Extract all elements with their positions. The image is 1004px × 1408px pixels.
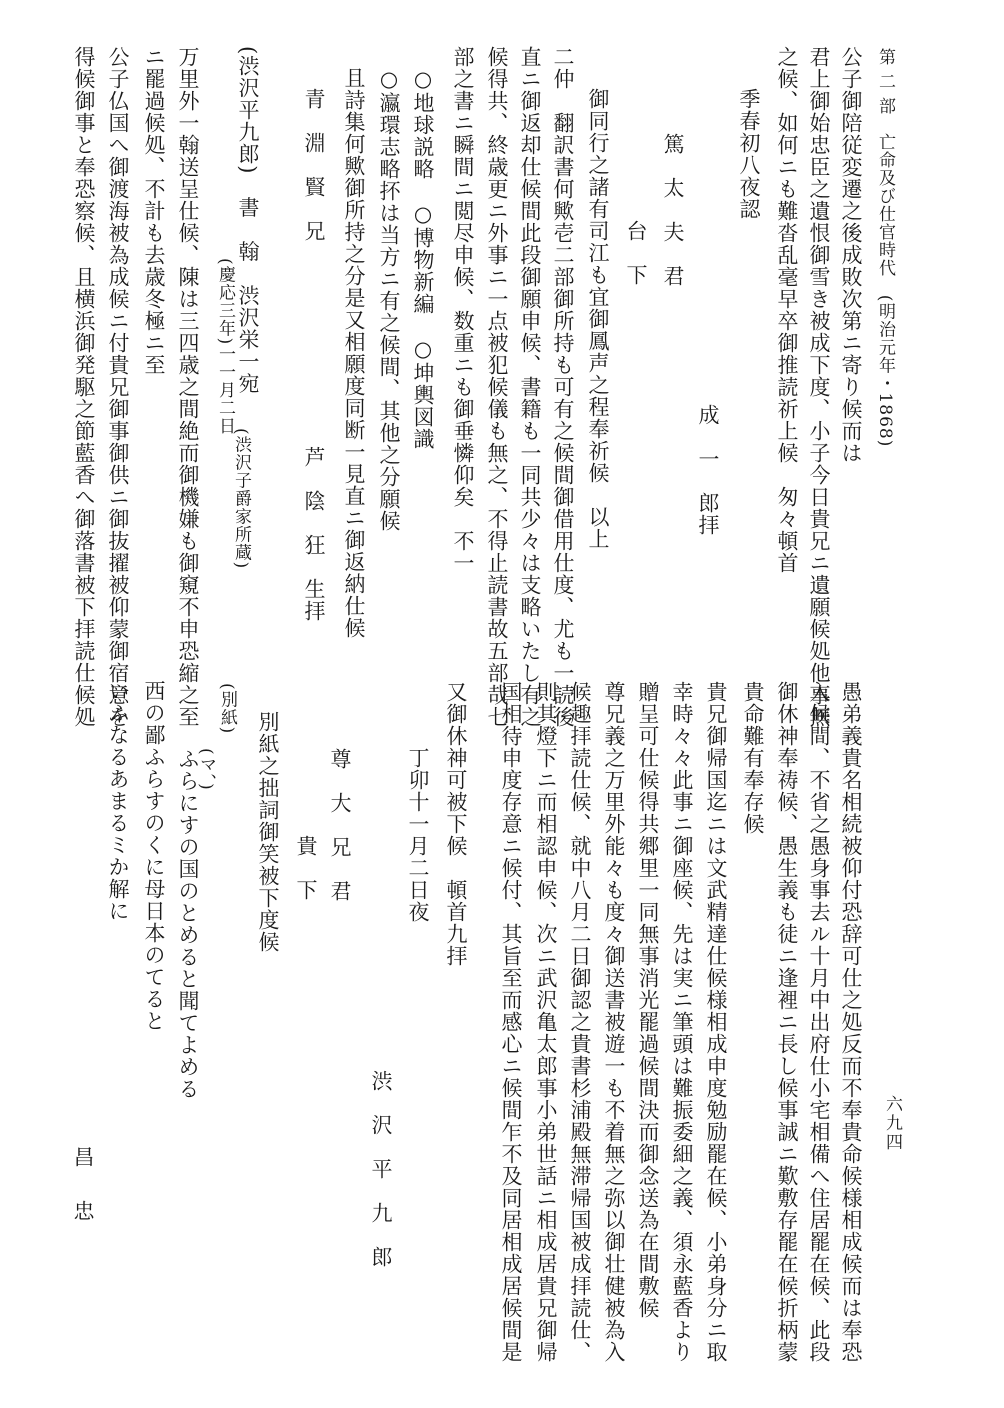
text-column: 君上御始忠臣之遺恨御雪き被成下度、小子今日貴兄ニ遺願候処他事無 [807,46,831,728]
text-column: 候得共、終歳更ニ外事ニ一点被犯候儀も無之、不得止読書故五部哉七 [485,46,509,728]
date-line: 季春初八夜認 [737,88,761,220]
letter-date: 丁卯十一月二日夜 [406,747,430,923]
text-column: 又御休神可被下候 頓首九拝 [444,681,468,967]
letter-date: (慶応三年)一一月二日 [215,258,235,436]
text-column: 得候御事と奉恐察候、且横浜御発駆之節藍香へ御落書被下拝読仕候処 [72,46,96,728]
text-column: 尊兄義之万里外能々も度々御送書被遊一も不着無之弥以御壮健被為入 [602,681,626,1363]
text-column: 且詩集何歟御所持之分是又相願度同断一見直ニ御返納仕候 [342,67,366,639]
text-column: 則其燈下ニ而相認申候、次ニ武沢亀太郎事小弟世話ニ相成居貴兄御帰 [534,681,558,1363]
text-column: 万里外一翰送呈仕候、陳は三四歳之間絶而御機嫌も御窺不申恐縮之至 [176,46,200,728]
addressee: 青 淵 賢 兄 [302,88,326,242]
addressee: 篤 太 夫 君 [661,133,685,287]
attachment-label: (別紙) [217,683,237,735]
text-column: 部之書ニ瞬間ニ閲尽申候、数重ニも御垂憐仰矣 不一 [451,46,475,574]
text-column: 贈呈可仕候得共郷里一同無事消光罷過候間決而御念送為在間敷候 [636,681,660,1319]
signature: 昌 忠 [71,1146,95,1227]
addressee-honorific: 台 下 [624,220,648,286]
text-column: 貴兄御帰国迄ニは文武精達仕候様相成申度勉励罷在候、小弟身分ニ取 [704,681,728,1363]
sic-mark: (マ、) [196,748,216,791]
addressee-honorific: 貴 下 [294,835,318,901]
poem-line: いふなるあまるミか解に [106,680,130,922]
addressee: 尊 大 兄 君 [328,748,352,902]
text-column: 貴命難有奉存候 [741,681,765,835]
text-column: 公子御陪従変遷之後成敗次第ニ寄り候而は [839,46,863,464]
text-column: 国相待申度存意ニ候付、其旨至而感心ニ候間乍不及同居相成居候間是 [499,681,523,1363]
text-column: 御休神奉祷候、愚生義も徒ニ逢裡ニ長し候事誠ニ歎敷存罷在候折柄蒙 [775,681,799,1363]
letter-heading: (渋沢平九郎) 書 翰 渋沢栄一宛 [236,46,260,395]
signature: 成 一 郎拝 [696,404,720,536]
text-column: 候趣拝読仕候、就中八月二日御認之貴書杉浦殿無滞帰国被成拝読仕、 [568,681,592,1363]
page-number: 六九四 [882,1095,902,1152]
book-list: ○地球説略 ○博物新編 ○坤輿図識 [411,67,435,450]
text-column: 別紙之拙詞御笑被下度候 [256,711,280,953]
text-column: 二仲 翻訳書何歟壱二部御所持も可有之候間御借用仕度、尤も一読後 [551,46,575,728]
poem-heading: ふらにすの国のとめると聞てよめる [176,748,200,1100]
signature: 芦 陰 狂 生拝 [302,446,326,622]
text-column: 公子仏国へ御渡海被為成候ニ付貴兄御事御供ニ御抜擢被仰蒙御宿意を [106,46,130,728]
text-column: 幸時々々此事ニ御座候、先は実ニ筆頭は難振委細之義、須永藍香より [670,681,694,1363]
source-note: (渋沢子爵家所蔵) [231,428,251,570]
text-column: 直ニ御返却仕候間此段御願申候、書籍も一同共少々は支略いたし有之 [518,46,542,728]
text-column: ニ罷過候処、不計も去歳冬極ニ至 [142,46,166,376]
poem-line: 西の鄙ふらすのくに母日本のてると [142,680,166,1032]
book-list: ○瀛環志略抔は当方ニ有之候間、其他之分願候 [377,67,401,532]
text-column: 愚弟義貴名相続被仰付恐辞可仕之処反而不奉貴命候様相成候而は奉恐 [839,681,863,1363]
signature: 渋 沢 平 九 郎 [369,1070,393,1268]
text-column: 之候、如何ニも難沓乱毫早卒御推読祈上候 匆々頓首 [775,46,799,574]
text-column: 御同行之諸有司江も宜御鳳声之程奉祈候 以上 [586,88,610,550]
section-header: 第 二 部 亡命及び仕官時代 (明治元年・1868) [875,48,895,448]
text-column: 入候間、不省之愚身事去ル十月中出府仕小宅相備へ住居罷在候、此段 [807,681,831,1363]
